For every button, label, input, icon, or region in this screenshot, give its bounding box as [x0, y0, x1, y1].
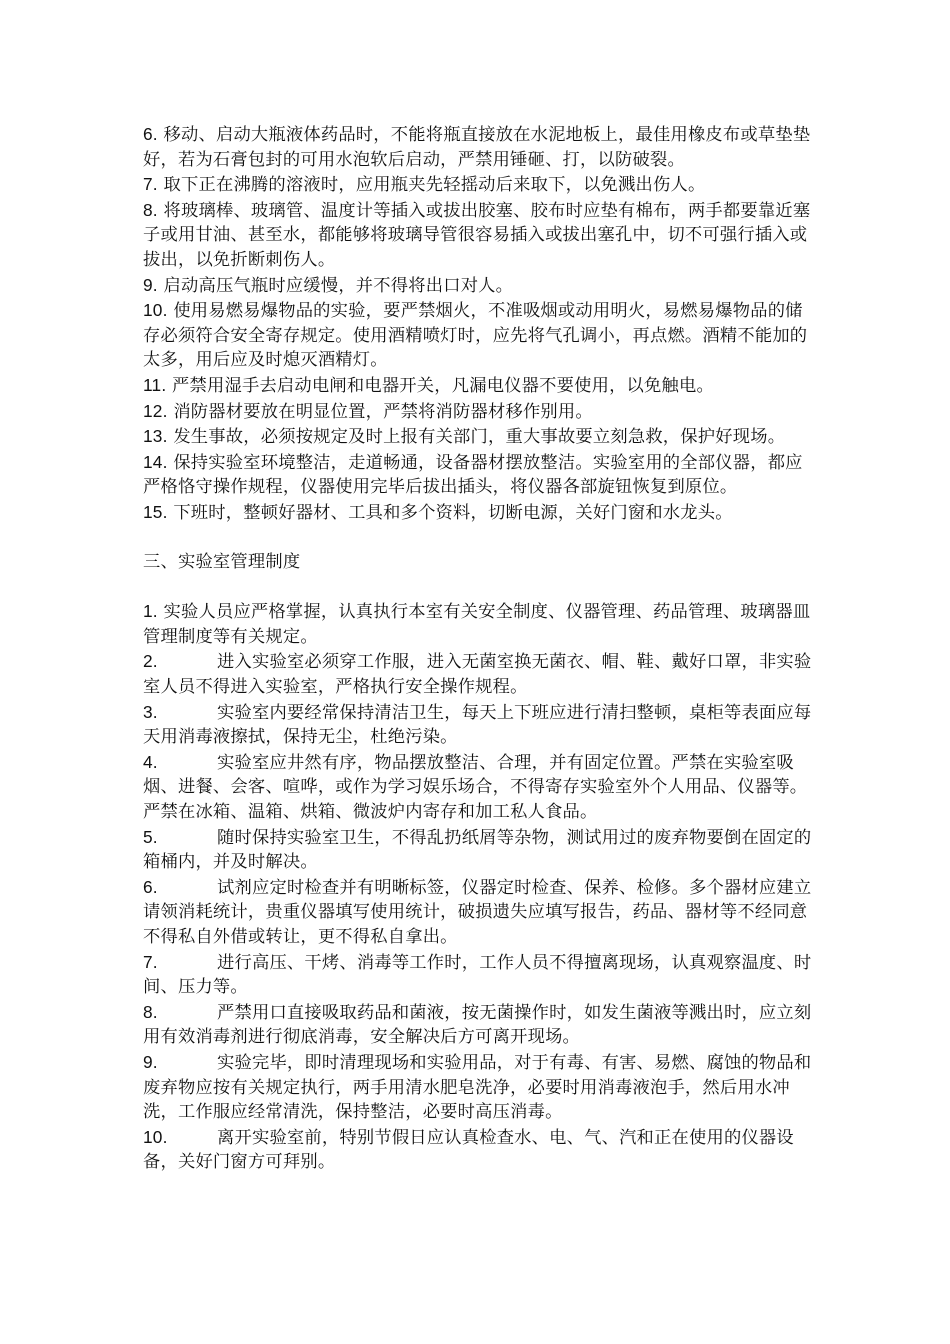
list-item [143, 700, 815, 750]
item-text: 取下正在沸腾的溶液时，应用瓶夹先轻摇动后来取下，以免溅出伤人。 [163, 175, 706, 196]
item-number: 13. [143, 426, 168, 447]
list-item [143, 298, 815, 373]
list-item [143, 649, 815, 699]
item-text: 离开实验室前，特别节假日应认真检查水、电、气、汽和正在使用的仪器设备，关好门窗方可拜别。 [143, 1127, 794, 1173]
list-item [143, 1050, 815, 1125]
item-number: 10. [143, 300, 168, 321]
item-text: 进入实验室必须穿工作服，进入无菌室换无菌衣、帽、鞋、戴好口罩，非实验室人员不得进入实验室，严格执行安全操作规程。 [143, 652, 812, 698]
section-two-list [143, 122, 815, 526]
item-text: 发生事故，必须按规定及时上报有关部门，重大事故要立刻急救，保护好现场。 [173, 427, 786, 448]
item-text: 移动、启动大瓶液体药品时，不能将瓶直接放在水泥地板上，最佳用橡皮布或草垫垫好，若为石膏包封的可用水泡软后启动，严禁用锤砸、打，以防破裂。 [143, 125, 811, 170]
section-three-list [143, 599, 815, 1175]
item-number: 15. [143, 501, 168, 522]
item-number: 4. [143, 751, 158, 772]
item-text: 随时保持实验室卫生，不得乱扔纸屑等杂物，测试用过的废弃物要倒在固定的箱桶内，并及时解决。 [143, 827, 812, 873]
item-text: 将玻璃棒、玻璃管、温度计等插入或拔出胶塞、胶布时应垫有棉布，两手都要靠近塞子或用甘油、甚至水，都能够将玻璃导管很容易插入或拔出塞孔中，切不可强行插入或拔出，以免折断刺伤人。 [143, 200, 811, 270]
item-text: 消防器材要放在明显位置，严禁将消防器材移作别用。 [173, 401, 593, 422]
item-number: 1. [143, 601, 158, 622]
item-text: 试剂应定时检查并有明晰标签，仪器定时检查、保养、检修。多个器材应建立请领消耗统计，贵重仪器填写使用统计，破损遗失应填写报告，药品、器材等不经同意不得私自外借或转让，更不得私自拿出。 [143, 877, 812, 947]
list-item [143, 424, 815, 450]
list-item [143, 750, 815, 825]
item-number: 6. [143, 124, 158, 144]
list-item [143, 500, 815, 526]
item-text: 严禁用口直接吸取药品和菌液，按无菌操作时，如发生菌液等溅出时，应立刻用有效消毒剂进行彻底消毒，安全解决后方可离开现场。 [143, 1002, 812, 1048]
item-number: 10. [143, 1126, 168, 1147]
item-text: 实验完毕，即时清理现场和实验用品，对于有毒、有害、易燃、腐蚀的物品和废弃物应按有关规定执行，两手用清水肥皂洗净，必要时用消毒液泡手，然后用水冲洗，工作服应经常清洗，保持整洁，必要时高压消毒。 [143, 1052, 812, 1123]
item-text: 严禁用湿手去启动电闸和电器开关，凡漏电仪器不要使用，以免触电。 [172, 375, 714, 396]
document-page [143, 122, 815, 1175]
item-number: 2. [143, 651, 158, 672]
item-text: 进行高压、干烤、消毒等工作时，工作人员不得擅离现场，认真观察温度、时间、压力等。 [143, 952, 812, 998]
list-item [143, 950, 815, 1000]
item-number: 14. [143, 451, 168, 472]
item-number: 8. [143, 199, 158, 220]
list-item [143, 172, 815, 198]
item-text: 实验室内要经常保持清洁卫生，每天上下班应进行清扫整顿，桌柜等表面应每天用消毒液擦拭，保持无尘，杜绝污染。 [143, 702, 812, 748]
list-item [143, 122, 815, 172]
item-number: 11. [143, 374, 167, 395]
list-item [143, 399, 815, 425]
item-number: 8. [143, 1001, 158, 1022]
item-number: 12. [143, 400, 168, 421]
list-item [143, 1125, 815, 1175]
section-heading: 三、实验室管理制度 [143, 552, 301, 573]
item-number: 5. [143, 826, 158, 847]
item-number: 9. [143, 274, 158, 295]
item-text: 实验室应井然有序，物品摆放整洁、合理，并有固定位置。严禁在实验室吸烟、进餐、会客、喧哗，或作为学习娱乐场合，不得寄存实验室外个人用品、仪器等。严禁在冰箱、温箱、烘箱、微波炉内寄存和加工私人食品。 [143, 752, 808, 823]
list-item [143, 450, 815, 500]
list-item [143, 875, 815, 950]
list-item [143, 599, 815, 649]
item-text: 启动高压气瓶时应缓慢，并不得将出口对人。 [163, 275, 514, 296]
item-number: 7. [143, 951, 158, 972]
list-item [143, 198, 815, 273]
list-item [143, 1000, 815, 1050]
item-number: 3. [143, 701, 158, 722]
item-text: 保持实验室环境整洁，走道畅通，设备器材摆放整洁。实验室用的全部仪器，都应严格恪守操作规程，仪器使用完毕后拔出插头，将仪器各部旋钮恢复到原位。 [143, 452, 803, 498]
item-number: 6. [143, 876, 158, 897]
list-item [143, 825, 815, 875]
list-item [143, 373, 815, 399]
item-text: 使用易燃易爆物品的实验，要严禁烟火，不准吸烟或动用明火，易燃易爆物品的储存必须符合安全寄存规定。使用酒精喷灯时，应先将气孔调小，再点燃。酒精不能加的太多，用后应及时熄灭酒精灯。 [143, 301, 808, 371]
item-number: 9. [143, 1051, 158, 1072]
item-text: 下班时，整顿好器材、工具和多个资料，切断电源，关好门窗和水龙头。 [173, 502, 733, 523]
item-text: 实验人员应严格掌握，认真执行本室有关安全制度、仪器管理、药品管理、玻璃器皿管理制度等有关规定。 [143, 602, 811, 647]
item-number: 7. [143, 174, 158, 195]
list-item [143, 273, 815, 299]
